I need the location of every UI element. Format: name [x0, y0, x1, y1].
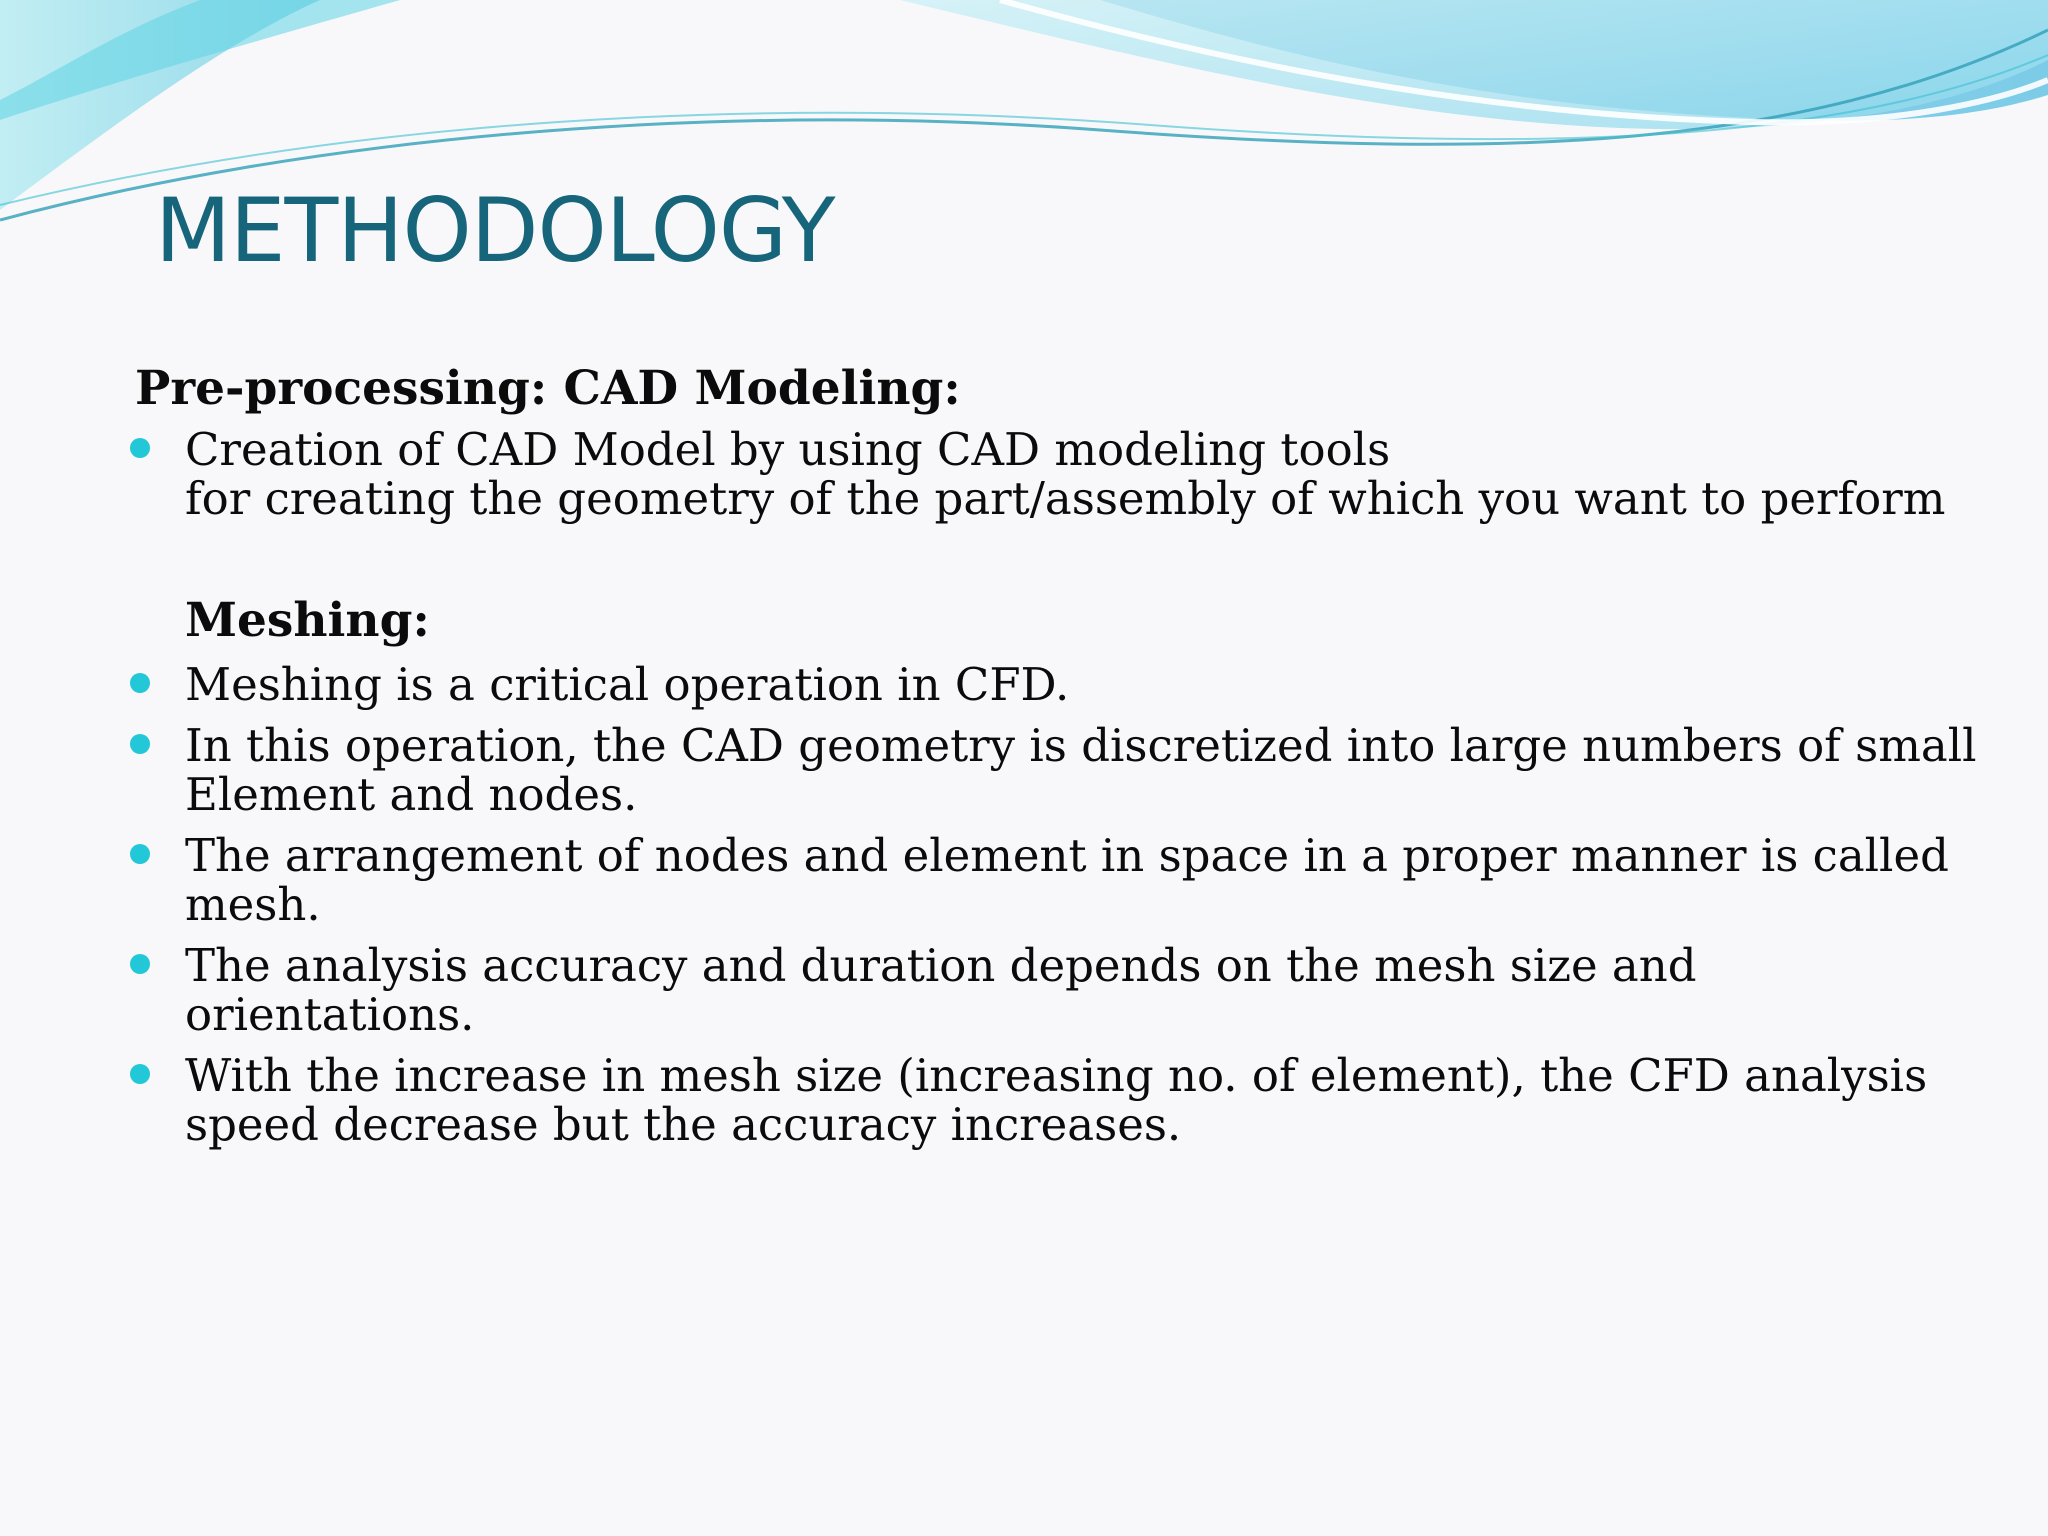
bullet-icon	[130, 734, 150, 754]
list-item-line: Element and nodes.	[185, 768, 638, 821]
list-item-line: speed decrease but the accuracy increases.	[185, 1098, 1182, 1151]
bullet-icon	[130, 954, 150, 974]
list-item-line: In this operation, the CAD geometry is discretized into large numbers of small	[185, 719, 1977, 772]
list-item	[185, 660, 1069, 709]
section-heading-meshing: Meshing:	[185, 593, 430, 648]
list-item-line: orientations.	[185, 988, 475, 1041]
section-heading-cad-modeling: Pre-processing: CAD Modeling:	[135, 361, 961, 416]
bullet-icon	[130, 844, 150, 864]
list-item-line: Meshing is a critical operation in CFD.	[185, 658, 1070, 711]
list-item	[185, 831, 1949, 929]
list-item	[185, 721, 1977, 819]
bullet-icon	[130, 1064, 150, 1084]
list-item-line: The analysis accuracy and duration depends on the mesh size and	[185, 939, 1697, 992]
list-item-line: mesh.	[185, 878, 321, 931]
list-item	[185, 1051, 1927, 1149]
list-item-line: for creating the geometry of the part/assembly of which you want to perform	[185, 472, 1946, 525]
list-item-line: The arrangement of nodes and element in space in a proper manner is called	[185, 829, 1949, 882]
list-item	[185, 941, 1697, 1039]
list-item-line: With the increase in mesh size (increasing no. of element), the CFD analysis	[185, 1049, 1928, 1102]
list-item	[185, 425, 1945, 523]
bullet-icon	[130, 438, 150, 458]
list-item-line: Creation of CAD Model by using CAD modeling tools	[185, 423, 1391, 476]
bullet-icon	[130, 673, 150, 693]
slide-title: METHODOLOGY	[155, 179, 835, 282]
